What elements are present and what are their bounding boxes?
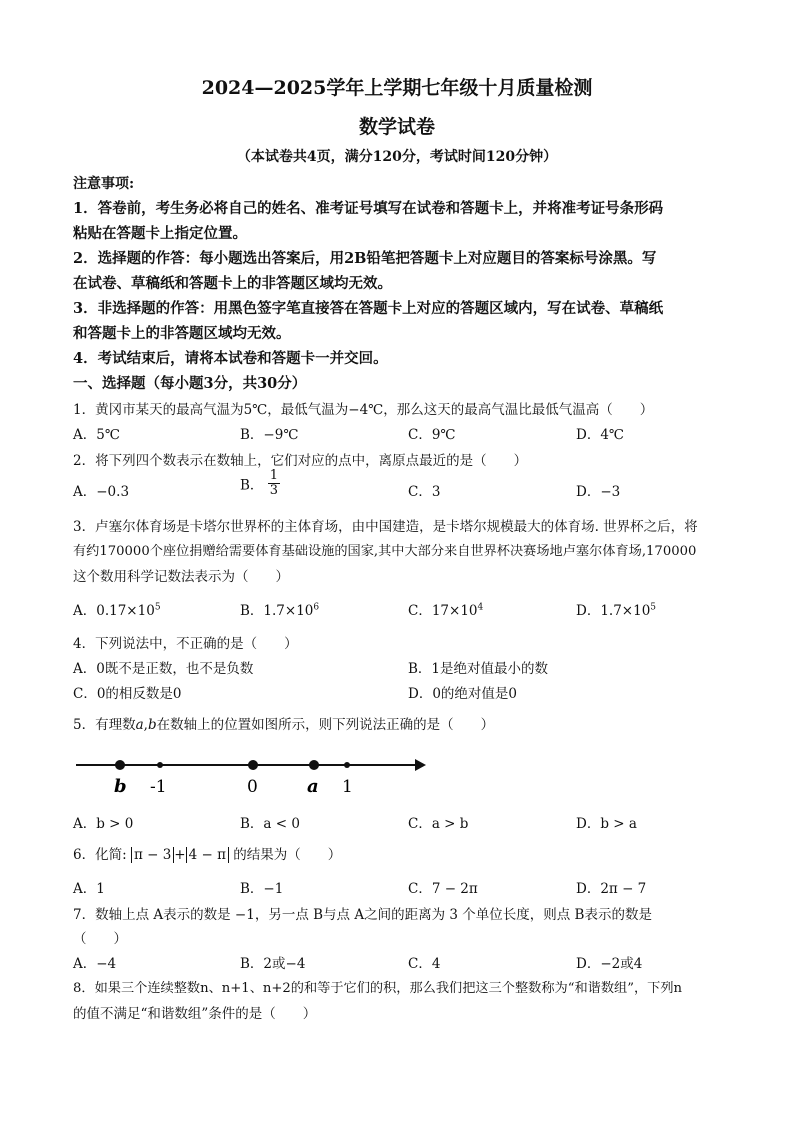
option-d-exponent: 5 — [650, 602, 657, 613]
fraction-numerator: 1 — [269, 468, 278, 483]
stem-prefix: 6．化简: — [73, 847, 127, 863]
question-8-line-1: 8．如果三个连续整数n、n+1、n+2的和等于它们的积，那么我们把这三个整数称为“和谐数组”，下列n — [73, 981, 683, 996]
plus-sign: + — [174, 847, 186, 863]
question-6-option-b: B．−1 — [240, 881, 284, 897]
note-2-line-1: 2．选择题的作答：每小题选出答案后，用2B铅笔把答题卡上对应题目的答案标号涂黑。写 — [73, 250, 657, 267]
question-1-option-b: B．−9℃ — [240, 427, 299, 443]
number-line-arrow — [415, 759, 426, 771]
question-4-option-d: D．0的绝对值是0 — [408, 686, 518, 702]
question-3-line-2: 有约170000个座位捐赠给需要体育基础设施的国家,其中大部分来自世界杯决赛场地卢塞尔体育场,170000 — [73, 544, 697, 559]
stem-suffix: 在数轴上的位置如图所示，则下列说法正确的是（ ） — [156, 717, 495, 733]
question-6-option-a: A．1 — [73, 881, 105, 897]
stem-prefix: 5．有理数 — [73, 717, 136, 733]
question-3-line-1: 3．卢塞尔体育场是卡塔尔世界杯的主体育场，由中国建造，是卡塔尔规模最大的体育场. 世界杯之后，将 — [73, 519, 698, 535]
question-7-option-d: D．−2或4 — [576, 956, 643, 972]
notes-heading: 注意事项: — [73, 176, 135, 192]
point-0 — [248, 760, 258, 770]
question-7-option-b: B．2或−4 — [240, 956, 306, 972]
question-5-option-c: C．a > b — [408, 816, 469, 832]
point-a — [309, 760, 319, 770]
question-5-option-b: B．a < 0 — [240, 816, 300, 832]
question-3-option-b — [240, 599, 319, 619]
note-4: 4．考试结束后，请将本试卷和答题卡一并交回。 — [73, 350, 388, 367]
question-2-option-b — [240, 469, 280, 498]
note-2-line-2: 在试卷、草稿纸和答题卡上的非答题区域均无效。 — [73, 275, 392, 292]
fraction-one-third — [268, 469, 280, 498]
variable-a: a — [135, 717, 144, 733]
stem-suffix: 的结果为（ ） — [233, 847, 342, 863]
question-1-option-a: A．5℃ — [73, 427, 120, 443]
exam-info: （本试卷共4页，满分120分，考试时间120分钟） — [236, 149, 558, 165]
option-c-exponent: 4 — [477, 602, 484, 613]
question-2-stem: 2．将下列四个数表示在数轴上，它们对应的点中，离原点最近的是（ ） — [73, 453, 528, 469]
question-1-option-d: D．4℃ — [576, 427, 625, 443]
section-heading: 一、选择题（每小题3分，共30分） — [73, 375, 307, 392]
question-5-option-d: D．b > a — [576, 816, 637, 832]
question-3-option-c — [408, 599, 483, 619]
option-b-label: B． — [240, 477, 264, 494]
exam-title: 2024—2025学年上学期七年级十月质量检测 — [201, 77, 593, 99]
question-7-option-a: A．−4 — [73, 956, 117, 972]
question-2-option-d: D．−3 — [576, 484, 621, 500]
question-1-option-c: C．9℃ — [408, 427, 456, 443]
point-b — [115, 760, 125, 770]
question-6-option-c: C．7 − 2π — [408, 881, 478, 897]
question-2-option-c: C．3 — [408, 484, 441, 500]
label-b: b — [114, 776, 127, 797]
note-3-line-1: 3．非选择题的作答：用黑色签字笔直接答在答题卡上对应的答题区域内，写在试卷、草稿纸 — [73, 300, 664, 317]
question-7-option-c: C．4 — [408, 956, 441, 972]
exam-subtitle: 数学试卷 — [358, 116, 435, 138]
option-d-base: D．1.7×10 — [576, 603, 651, 619]
option-a-exponent: 5 — [154, 602, 161, 613]
note-1-line-1: 1．答卷前，考生务必将自己的姓名、准考证号填写在试卷和答题卡上，并将准考证号条形码 — [73, 200, 664, 217]
option-b-exponent: 6 — [313, 602, 320, 613]
question-3-line-3: 这个数用科学记数法表示为（ ） — [73, 569, 289, 585]
question-4-stem: 4．下列说法中，不正确的是（ ） — [73, 636, 298, 652]
note-1-line-2: 粘贴在答题卡上指定位置。 — [73, 225, 247, 242]
label-a: a — [307, 776, 319, 797]
question-8-line-2: 的值不满足“和谐数组”条件的是（ ） — [73, 1006, 317, 1022]
stem-comma: , — [143, 717, 148, 733]
absolute-value-2: 4 − π — [186, 847, 229, 863]
option-a-base: A．0.17×10 — [73, 603, 155, 619]
label-minus-1: -1 — [150, 777, 167, 797]
point-1 — [344, 762, 350, 768]
question-3-option-d — [576, 599, 656, 619]
question-4-option-a: A．0既不是正数，也不是负数 — [73, 661, 254, 677]
question-6-option-d: D．2π − 7 — [576, 881, 647, 897]
question-4-option-b: B．1是绝对值最小的数 — [408, 661, 549, 677]
question-5-stem — [73, 713, 494, 733]
point-minus-1 — [157, 762, 163, 768]
question-1-stem: 1．黄冈市某天的最高气温为5℃，最低气温为−4℃，那么这天的最高气温比最低气温高（ ） — [73, 402, 654, 418]
question-7-line-1: 7．数轴上点 A表示的数是 −1，另一点 B与点 A之间的距离为 3 个单位长度，则点 B表示的数是 — [73, 907, 652, 923]
variable-b: b — [147, 717, 157, 733]
question-4-option-c: C．0的相反数是0 — [73, 686, 182, 702]
question-2-option-a: A．−0.3 — [73, 484, 130, 500]
question-5-option-a: A．b > 0 — [73, 816, 134, 832]
question-3-option-a — [73, 599, 161, 619]
question-7-line-2: （ ） — [73, 931, 127, 947]
label-1: 1 — [342, 777, 353, 797]
option-c-base: C．17×10 — [408, 603, 478, 619]
note-3-line-2: 和答题卡上的非答题区域均无效。 — [73, 325, 291, 342]
absolute-value-1: π − 3 — [131, 847, 174, 863]
number-line-figure — [70, 748, 430, 798]
question-6-stem — [73, 843, 341, 863]
option-b-base: B．1.7×10 — [240, 603, 314, 619]
label-0: 0 — [247, 777, 258, 797]
fraction-denominator: 3 — [269, 483, 278, 498]
